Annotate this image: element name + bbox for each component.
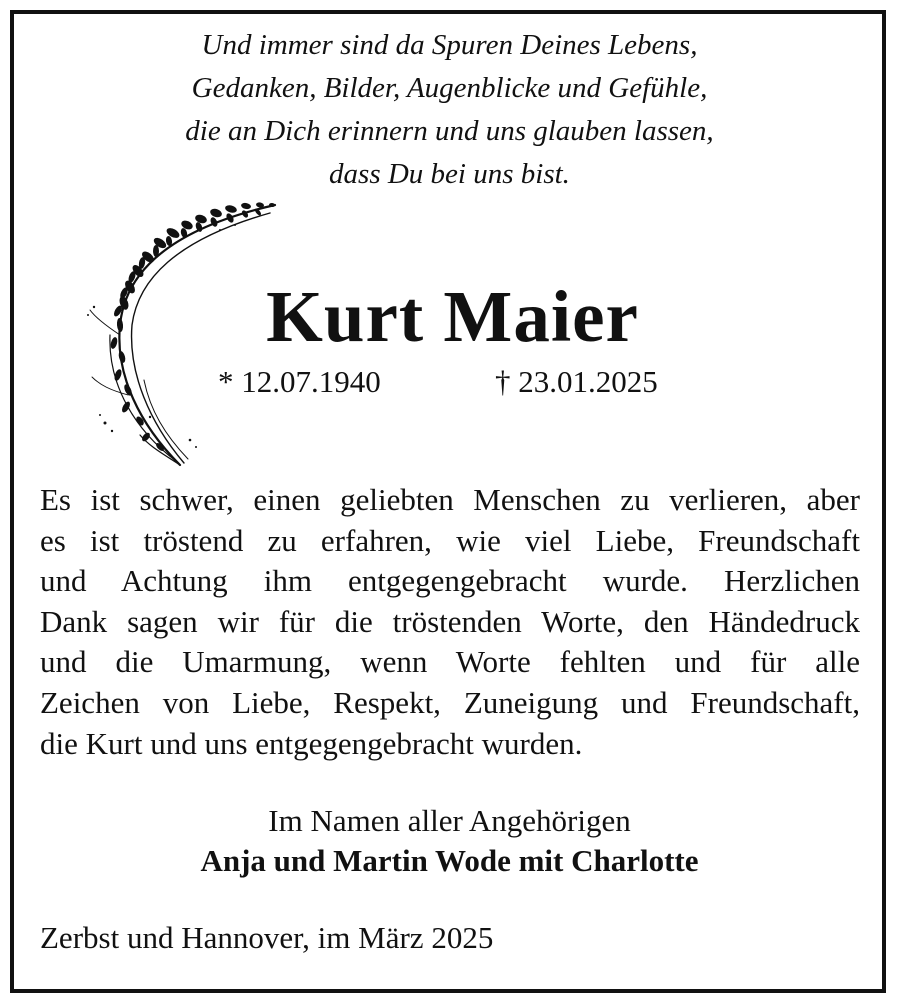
message-line: und Achtung ihm entgegengebracht wurde. Herzlichen	[40, 563, 860, 599]
message-line: Dank sagen wir für die tröstenden Worte, den Händedruck	[40, 603, 860, 639]
verse-line: die an Dich erinnern und uns glauben lassen,	[185, 115, 714, 147]
gratitude-message	[40, 480, 860, 764]
verse-line: dass Du bei uns bist.	[329, 158, 570, 190]
message-line: Es ist schwer, einen geliebten Menschen zu verlieren, aber	[40, 482, 860, 517]
place-and-date: Zerbst und Hannover, im März 2025	[40, 920, 494, 955]
memorial-verse	[0, 24, 899, 196]
closing-block	[0, 801, 899, 881]
verse-line: Und immer sind da Spuren Deines Lebens,	[201, 29, 698, 61]
message-line: es ist tröstend zu erfahren, wie viel Liebe, Freundschaft	[40, 522, 860, 558]
birth-date: * 12.07.1940	[218, 364, 381, 399]
message-line: und die Umarmung, wenn Worte fehlten und für alle	[40, 644, 860, 680]
death-date: † 23.01.2025	[495, 364, 658, 399]
closing-intro: Im Namen aller Angehörigen	[268, 803, 631, 838]
signers: Anja und Martin Wode mit Charlotte	[200, 843, 699, 878]
deceased-name: Kurt Maier	[266, 276, 639, 357]
message-line: Zeichen von Liebe, Respekt, Zuneigung und Freundschaft,	[40, 684, 860, 720]
verse-line: Gedanken, Bilder, Augenblicke und Gefühle,	[191, 72, 708, 104]
message-line: die Kurt und uns entgegengebracht wurden.	[40, 725, 583, 761]
